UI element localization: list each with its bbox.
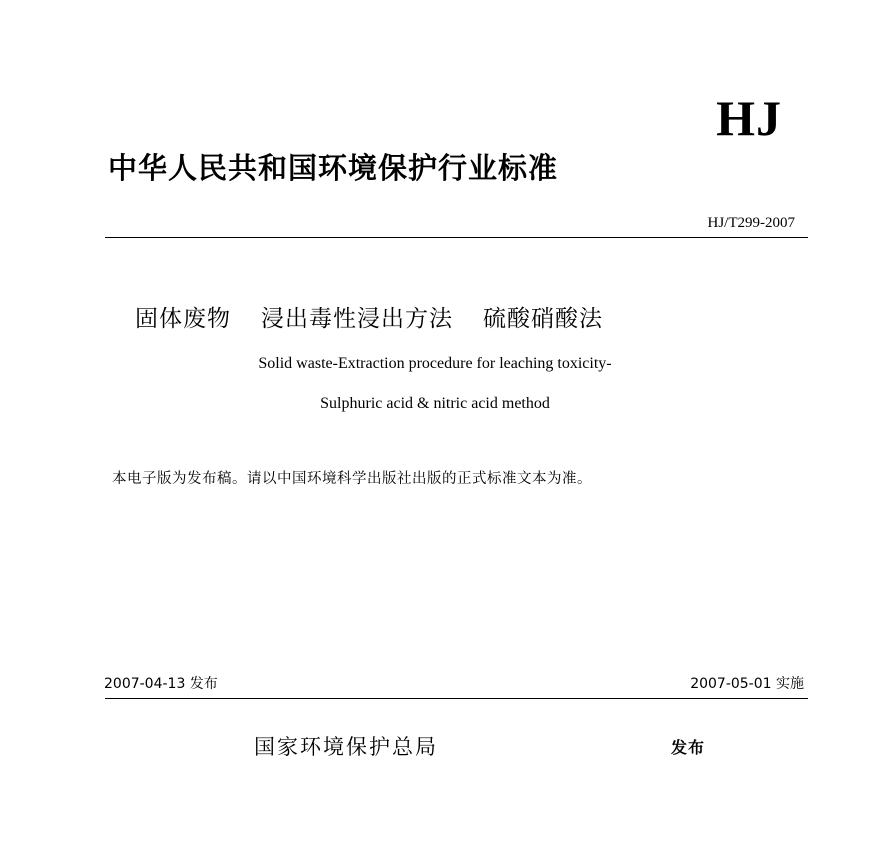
publish-label: 发布: [671, 738, 706, 757]
standard-code: HJ: [716, 90, 782, 146]
top-divider: [105, 237, 808, 238]
chinese-title: [135, 303, 603, 335]
standard-number: HJ/T299-2007: [707, 215, 795, 231]
chinese-title-part1: 固体废物: [135, 306, 231, 332]
publisher-name: 国家环境保护总局: [254, 735, 438, 759]
english-title-line2: Sulphuric acid & nitric acid method: [320, 395, 550, 412]
organization-title: 中华人民共和国环境保护行业标准: [108, 151, 559, 185]
chinese-title-part2: 浸出毒性浸出方法: [261, 306, 453, 332]
electronic-version-note: 本电子版为发布稿。请以中国环境科学出版社出版的正式标准文本为准。: [112, 471, 592, 487]
bottom-divider: [105, 698, 808, 699]
chinese-title-part3: 硫酸硝酸法: [483, 306, 603, 332]
implementation-date: 2007-05-01 实施: [690, 676, 804, 692]
english-title-line1: Solid waste-Extraction procedure for leaching toxicity-: [258, 355, 612, 372]
issue-date: 2007-04-13 发布: [104, 676, 218, 692]
